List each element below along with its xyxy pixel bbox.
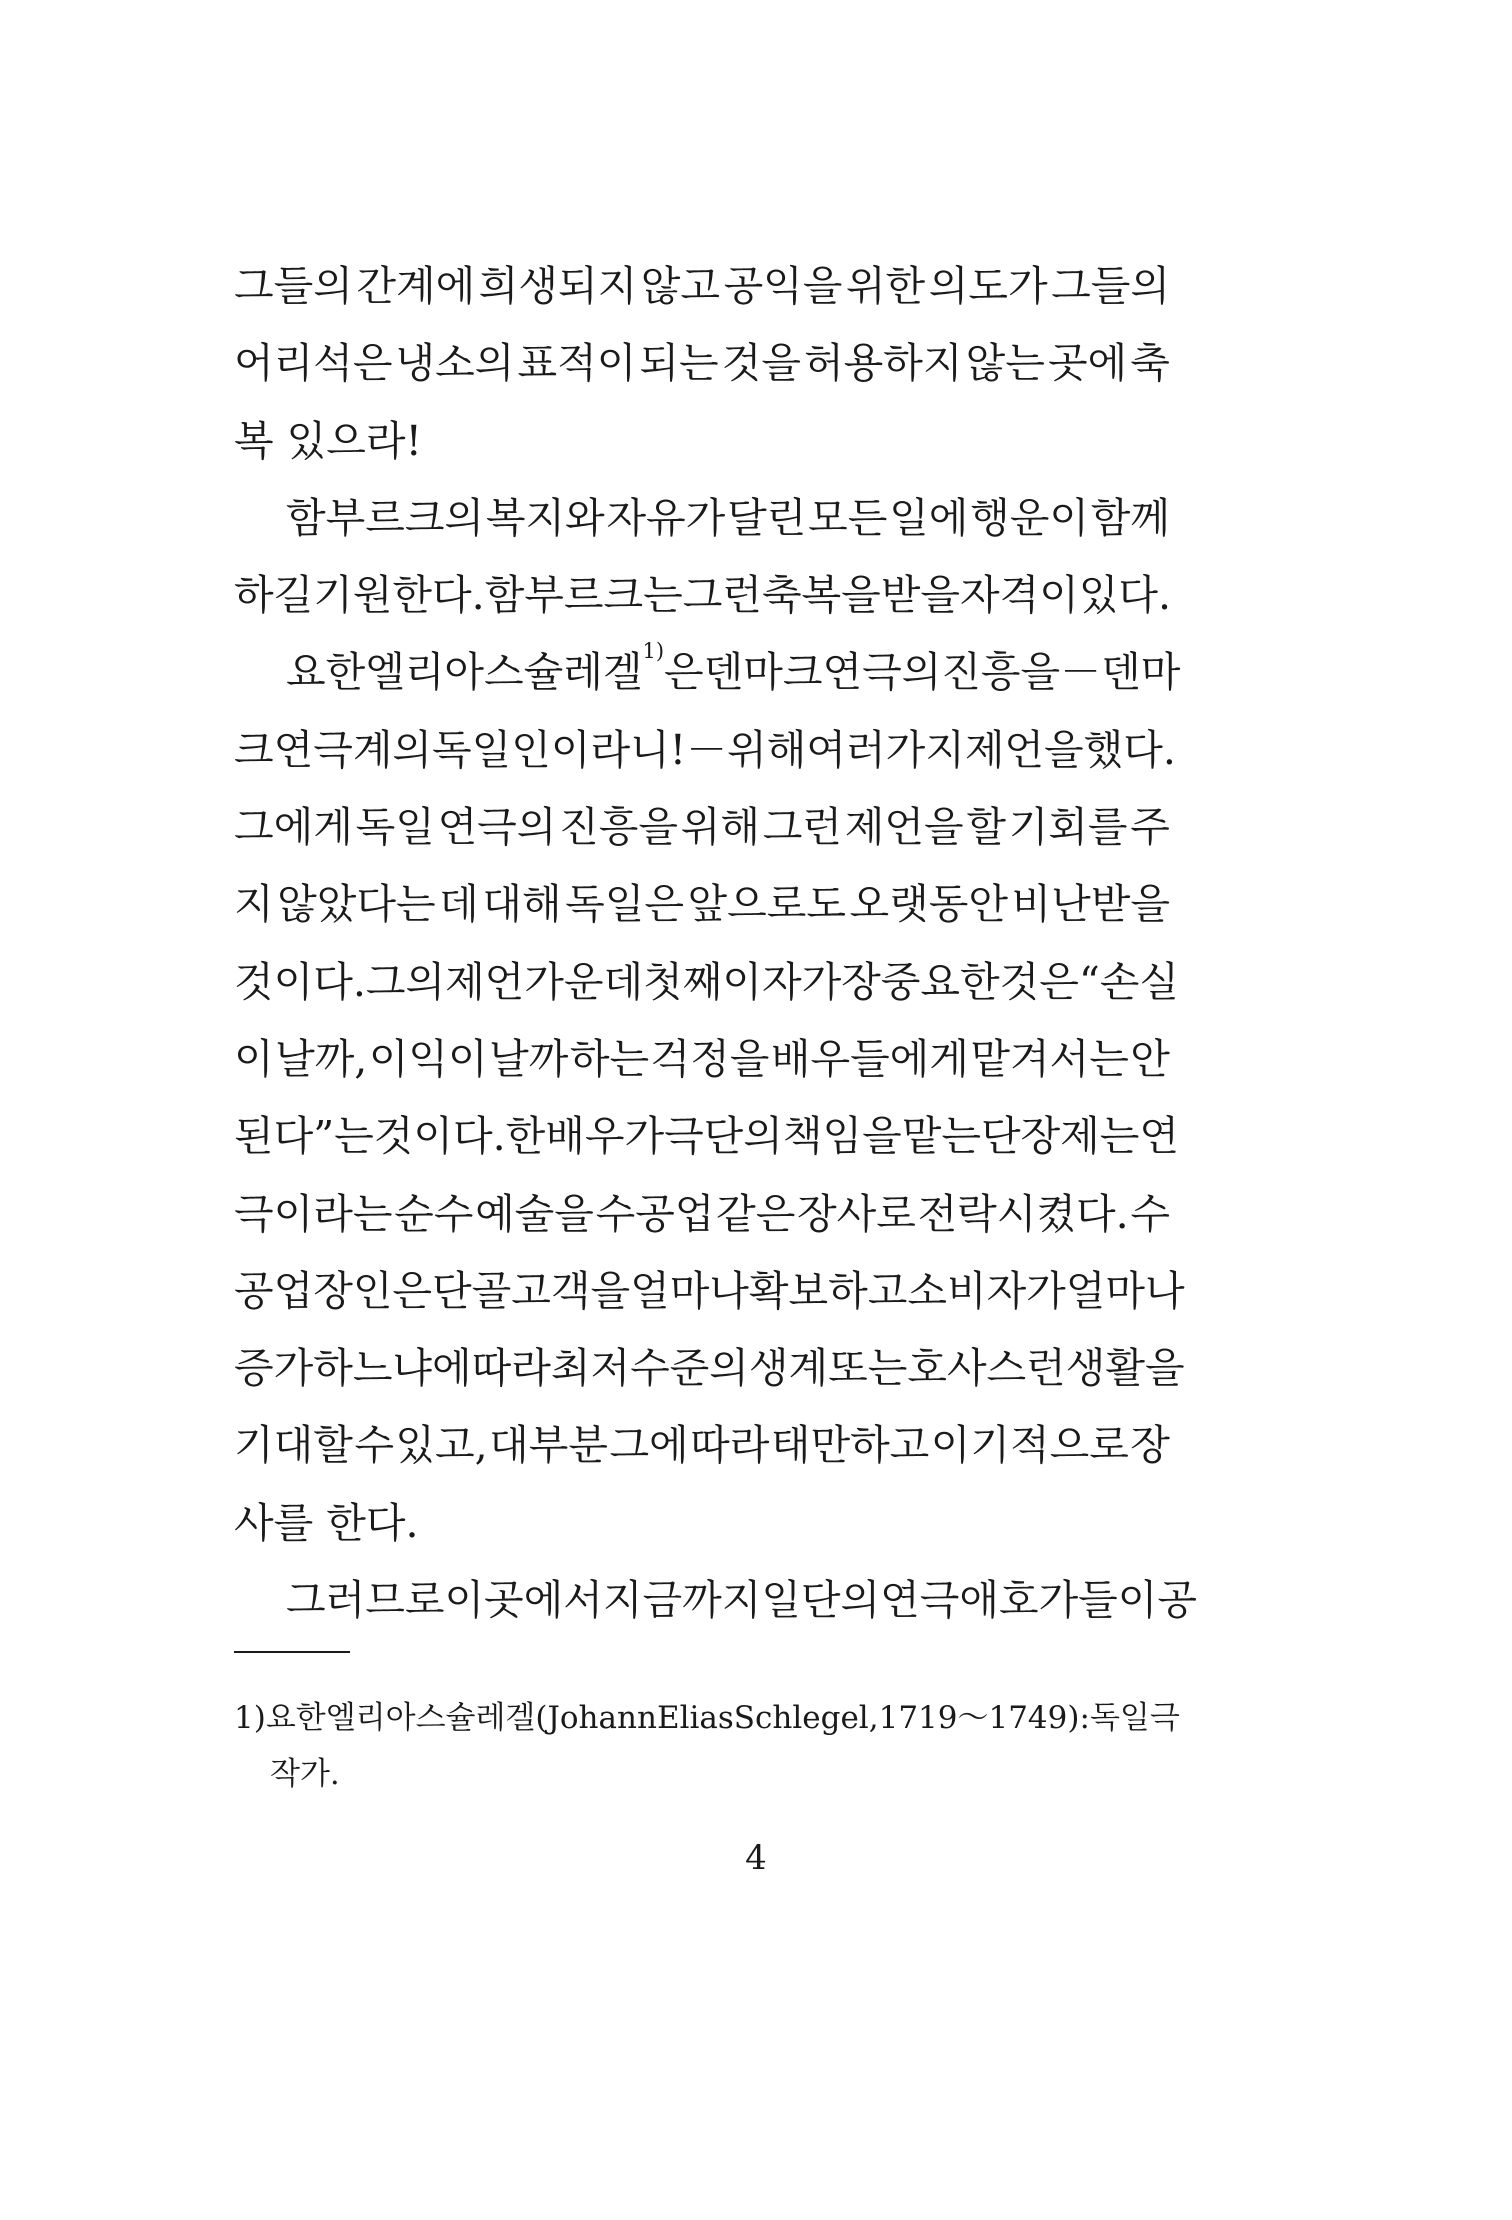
word: 요한 [265,1700,326,1736]
word: 맡는 [901,1112,981,1161]
word: 제언을 [844,803,964,852]
word: 것은 [999,957,1079,1006]
word: 된다”는 [234,1112,374,1161]
word: : [1079,1700,1090,1736]
word: 극이라는 [234,1189,393,1238]
text-line [234,712,1176,789]
word: 공익을 [723,262,843,310]
word: 순수 [394,1189,474,1238]
word: 그의 [365,957,446,1006]
word-with-footnote [524,634,704,711]
word: 사를 [234,1498,314,1547]
word: 태만하고 [770,1421,930,1470]
word: 공업 [234,1266,314,1315]
word: 대부분 [489,1421,608,1470]
word: 그러므로 [286,1576,445,1625]
word: 같은 [716,1189,796,1238]
word: 따라 [471,1344,551,1393]
word: 데 [439,880,479,929]
word: 연 [1139,1112,1179,1161]
word: 되는 [639,339,719,388]
word: 극단의 [664,1112,783,1161]
footnote-line [234,1746,1170,1802]
word: 모든 [808,493,888,542]
word: 수공업 [595,1189,715,1238]
word: 단장제는 [980,1112,1140,1161]
word: 있다. [1078,571,1172,620]
word: 첫째이자 [643,957,802,1006]
word: 그에 [609,1421,689,1470]
word: 단골 [432,1266,512,1315]
word: 위한 [845,262,926,310]
word: 가장 [801,957,881,1006]
text-line [234,1021,1170,1098]
word: 달린 [727,493,807,542]
word: 따라 [690,1421,770,1470]
word: 어리석은 [234,339,393,388]
word: 제언을 [964,725,1084,774]
text-line [234,944,1180,1021]
text-line [234,1330,1185,1407]
word: 일에 [889,493,969,542]
word: 앞으로도 [687,880,846,929]
word: 있으라! [286,416,422,465]
word: 것을 [721,339,801,388]
word: 허용하지 [804,339,963,388]
word: 기원한다. [313,571,485,620]
word: Elias [656,1700,734,1736]
text-line [234,1176,1170,1253]
text-line [234,1098,1179,1175]
word: 함부르크의 [286,493,485,542]
word: 날까, [275,1034,368,1083]
word: 수 [1130,1189,1170,1238]
word: 장 [1130,1421,1170,1470]
word: 공 [1157,1576,1197,1625]
word: 1719～1749) [878,1700,1080,1736]
word: 오랫동안 [849,880,1008,929]
word: 축 [1130,339,1170,388]
paragraph-start-line [234,1562,1197,1639]
word: 기대할 [234,1421,353,1470]
word: 고객을 [511,1266,631,1315]
word: 생계 [748,1344,829,1393]
word: 독일 [1089,1700,1150,1736]
word: 최저 [550,1344,631,1393]
word: 엘리아스 [325,1700,446,1736]
word: 냉소의 [395,339,515,388]
word: 중요한 [880,957,1000,1006]
footnote-marker: 1) [234,1700,266,1736]
text-line [234,248,1170,325]
word: 소비자가 [907,1266,1066,1315]
word: 진흥을－덴마 [941,648,1181,697]
word: 또는 [828,1344,908,1393]
word: 확보하고 [748,1266,908,1315]
word: 예술을 [475,1189,594,1238]
word: 복지와 [485,493,605,542]
word: 간계에 [356,262,476,310]
word: 그들의 [234,262,353,310]
word: 일단의 [761,1576,881,1625]
word: 연극의 [437,803,557,852]
word: 독일인이라니!－위해 [432,725,807,774]
text-line [234,1253,1185,1330]
word: 독일 [355,803,435,852]
word: 위해 [680,803,760,852]
word: 표적이 [517,339,637,388]
word: 안 [1130,1034,1170,1083]
word: 않는 [965,339,1045,388]
word: 하길 [234,571,314,620]
text-line [234,325,1170,402]
word: 연극의 [822,648,942,697]
word: 배우들에게 [770,1034,969,1083]
word: 전락시켰다. [917,1189,1129,1238]
word: 함께 [1090,493,1170,542]
word: 할 [966,803,1006,852]
word: 이곳에서 [444,1576,603,1625]
word: 배우가 [545,1112,665,1161]
word: 연극계의 [273,725,433,774]
word: 것이다. [373,1112,506,1161]
paragraph-start-line [234,480,1170,557]
word: 하는 [569,1034,650,1083]
word: 덴마크 [703,648,823,697]
word: 수준의 [630,1344,749,1393]
word: 슐레겔(Johann [445,1700,657,1736]
word: 여러 [806,725,886,774]
word: 했다. [1083,725,1176,774]
word: 비난받을 [1011,880,1170,929]
word: 그런 [682,571,762,620]
word: 복 [234,416,274,465]
word: 슐레겔 [523,648,643,697]
word: 않았다는 [277,880,436,929]
word: 그런 [762,803,842,852]
word: 수 [354,1421,394,1470]
word: 책임을 [782,1112,902,1161]
footnote [234,1690,1180,1802]
text-line [234,403,1170,480]
word: 은 [664,648,704,697]
word: 장사로 [797,1189,916,1238]
word: 진흥을 [559,803,678,852]
word: 얼마나 [1065,1266,1185,1315]
text-line [234,1407,1170,1484]
text-line [234,1485,1170,1562]
word: 가운데 [524,957,644,1006]
word: 연극 [880,1576,960,1625]
word: 함부르크는 [484,571,683,620]
word: 축복을 [761,571,881,620]
word: 이 [234,1034,274,1083]
word: 그들의 [1051,262,1170,310]
word: 장인은 [313,1266,433,1315]
word: 희생되지 [478,262,638,310]
word: 걱정을 [650,1034,770,1083]
footnote-divider [234,1651,350,1653]
word: 받을 [880,571,960,620]
word: “손실 [1078,957,1180,1006]
word: 있고, [395,1421,488,1470]
word: 행운이 [970,493,1089,542]
footnote-reference: 1) [642,638,665,663]
word: 지금까지 [602,1576,762,1625]
text-line [234,866,1170,943]
word: 극 [1149,1700,1180,1736]
word: 애호가들이 [959,1576,1158,1625]
word: Schlegel, [733,1700,879,1736]
word: 날까 [489,1034,569,1083]
word: 크 [234,725,274,774]
word: 대해 [482,880,562,929]
word: 곳에 [1047,339,1128,388]
word: 이기적으로 [930,1421,1129,1470]
word: 이익이 [368,1034,488,1083]
word: 요한 [286,648,366,697]
text-line [234,789,1170,866]
word: 것이다. [234,957,366,1006]
word: 자격이 [959,571,1079,620]
word: 한 [505,1112,546,1161]
word: 가지 [885,725,965,774]
footnote-line [234,1690,1180,1746]
text-line [234,557,1170,634]
word: 생활을 [1065,1344,1185,1393]
word: 증가하느냐에 [234,1344,472,1393]
word: 기회를 [1008,803,1128,852]
word: 지 [234,880,274,929]
word: 독일은 [565,880,684,929]
word: 맡겨서는 [970,1034,1129,1083]
word: 제언 [445,957,525,1006]
word: 작가. [270,1756,340,1792]
body-text [234,248,1197,1639]
word: 않고 [640,262,720,310]
word: 의도가 [928,262,1048,310]
paragraph-start-line [234,634,1181,711]
word: 주 [1130,803,1170,852]
word: 엘리아스 [365,648,524,697]
word: 호사스런 [907,1344,1066,1393]
page-number: 4 [745,1838,767,1878]
word: 한다. [326,1498,419,1547]
word: 얼마나 [630,1266,749,1315]
word: 자유가 [606,493,726,542]
word: 그에게 [234,803,353,852]
